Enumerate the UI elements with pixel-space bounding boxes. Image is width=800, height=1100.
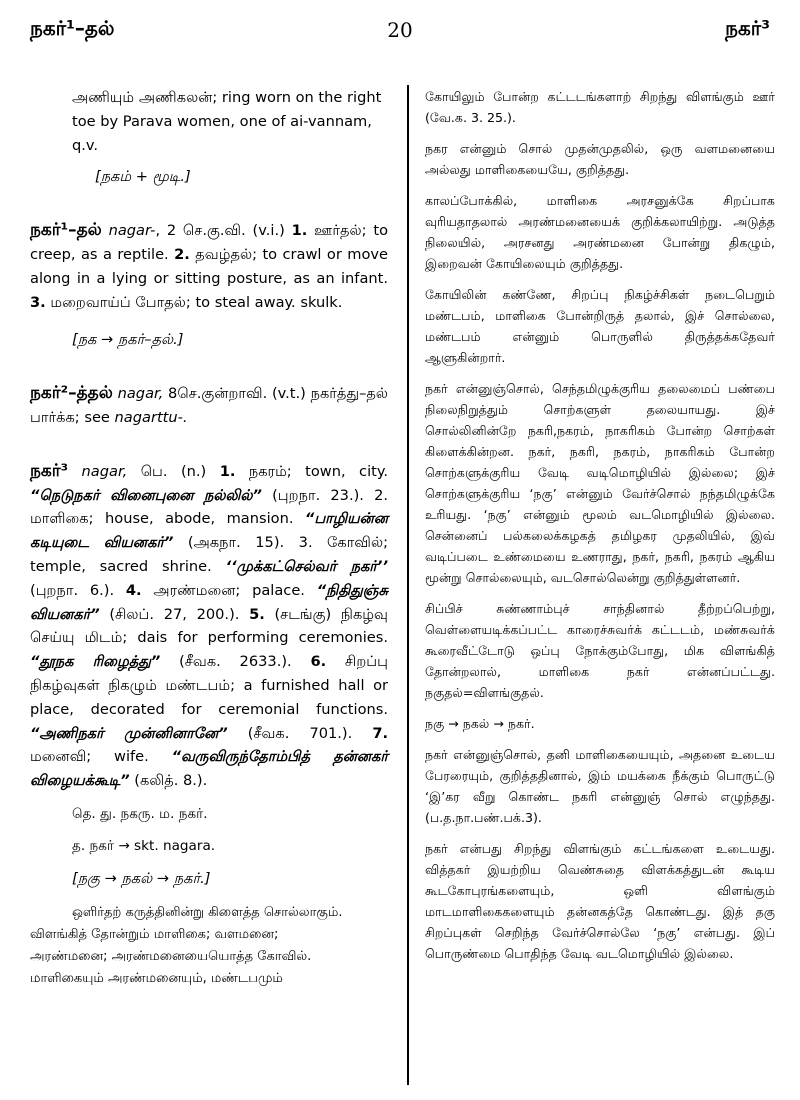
sense-number: 4. xyxy=(125,581,142,599)
citation-source: (சிலப். 27, 200.). xyxy=(109,605,240,623)
commentary-paragraph: சிப்பிச் சுண்ணாம்புச் சாந்தினால் தீற்றப்பெற்று, வெள்ளையடிக்கப்பட்ட காரைச்சுவர்க் கட்டடம், மண்சுவர்க் கூரைவீட்டோடு ஒப்பு நோக்கும்போது, மிக விளங்கித் தோன்றலால், மாளிகை நகர் என்னப்பட்டது. நகுதல்=விளங்குதல். xyxy=(425,601,775,700)
sense-text: தவழ்தல்; to crawl or move along in a lying or sitting posture, as an infant. xyxy=(30,245,389,287)
note-line: ஒளிர்தற் கருத்தினின்று கிளைத்த சொல்லாகும். xyxy=(72,905,343,921)
commentary-paragraph: நகர என்னும் சொல் முதன்முதலில், ஒரு வளமனையை அல்லது மாளிகையையே, குறித்தது. xyxy=(425,141,775,177)
cross-reference: நகர்த்து–தல் பார்க்க; see xyxy=(30,385,389,426)
entry-transliteration: nagar- xyxy=(108,222,156,240)
citation-source: (புறநா. 23.). xyxy=(272,486,364,504)
page-number: 20 xyxy=(387,18,413,42)
sense-text: மனைவி; wife. xyxy=(30,748,149,766)
sense-number: 2. xyxy=(174,245,190,263)
citation-source: (சீவக. 2633.). xyxy=(179,653,292,671)
entry-headword: நகர்³ xyxy=(30,460,69,481)
commentary-paragraph: கோயிலின் கண்ணே, சிறப்பு நிகழ்ச்சிகள் நடைபெறும் மண்டபம், மாளிகை போன்றிருத் தலால், இச் சொல்லை, மண்டபம் என்னும் பொருளில் திருத்தக்கதேவர் ஆளுகின்றார். xyxy=(425,287,775,365)
entry-transliteration: nagar, xyxy=(117,385,164,403)
citation-quote: “நிதிதுஞ்சு வியனகர்” xyxy=(30,581,388,623)
sense-text: ஊர்தல்; to creep, as a reptile. xyxy=(30,222,389,263)
column-divider xyxy=(407,85,409,1085)
entry-etymology: [நகு → நகல் → நகர்.] xyxy=(72,869,211,887)
sense-text: நகரம்; town, city. xyxy=(248,462,389,480)
entry-grammar: 8செ.குன்றாவி. (v.t.) xyxy=(168,385,306,403)
continued-entry xyxy=(30,86,388,189)
sense-number: 5. xyxy=(249,605,265,623)
entry-nagar2 xyxy=(30,382,388,430)
entry-headword: நகர்²–த்தல் xyxy=(30,383,113,404)
commentary-paragraph: கோயிலும் போன்ற கட்டடங்களாற் சிறந்து விளங்கும் ஊர் (வே.க. 3. 25.). xyxy=(425,89,775,125)
entry-nagar1 xyxy=(30,219,388,314)
entry-grammar: , 2 செ.கு.வி. (v.i.) xyxy=(155,222,285,240)
cognates-dravidian: தெ. து. நகரு. ம. நகர். xyxy=(72,805,208,822)
sense-number: 7. xyxy=(372,724,389,742)
header-left-guideword: நகர்¹–தல் xyxy=(30,16,115,40)
cross-reference-target: nagarttu-. xyxy=(114,408,188,426)
etymology-note xyxy=(30,902,388,990)
sense-text: சிறப்பு நிகழ்வுகள் நிகழும் மண்டபம்; a furnished hall or place, decorated for ceremonial functions. xyxy=(30,653,388,718)
page-header xyxy=(0,6,800,46)
citation-source: (கலித். 8.). xyxy=(134,772,208,790)
citation-quote: “தூநக ரிழைத்து” xyxy=(30,653,161,671)
citation-quote: ‘‘முக்கட்செல்வர் நகர்’’ xyxy=(225,557,388,575)
header-right-guideword: நகர்³ xyxy=(725,16,770,40)
left-column xyxy=(30,86,388,990)
continued-line-1: அணியும் அணிகலன்; ring worn on the right xyxy=(72,89,382,106)
continued-line-2: toe by Parava women, one of ai-vannam, q.v. xyxy=(72,112,372,154)
citation-quote: “வருவிருந்தோம்பித் தன்னகர் விழையக்கூடி” xyxy=(30,748,388,790)
note-line: விளங்கித் தோன்றும் மாளிகை; வளமனை; xyxy=(30,927,279,943)
citation-quote: “நெடுநகர் வினைபுனை நல்லில்” xyxy=(30,486,262,504)
sense-number: 1. xyxy=(291,222,308,240)
sense-number: 3. xyxy=(30,293,46,311)
sense-text: 3. கோவில்; temple, sacred shrine. xyxy=(30,534,389,575)
commentary-paragraph: காலப்போக்கில், மாளிகை அரசனுக்கே சிறப்பாக வுரியதாதலால் அரண்மனையைக் குறிக்கலாயிற்று. அடுத்த நிலையில், அரசனது அரண்மனை போன்று திகழும், இறைவன் கோயிலையும் குறித்தது. xyxy=(425,193,775,271)
citation-quote: “அணிநகர் முன்னினானே” xyxy=(30,724,228,742)
sense-number: 6. xyxy=(310,653,327,671)
commentary-paragraph: நகர் என்னுஞ்சொல், தனி மாளிகையையும், அதனை உடைய பேரரையும், குறித்ததினால், இம் மயக்கை நீக்கும் பொருட்டு ‘இ’கர வீறு கொண்ட நகரி என்னுஞ் சொல் எழுந்தது. (ப.த.நா.பண்.பக்.3). xyxy=(425,747,775,825)
sense-text: மறைவாய்ப் போதல்; to steal away. skulk. xyxy=(50,293,343,311)
citation-source: (அகநா. 15). xyxy=(187,534,285,552)
continued-etymology: [நகம் + மூடி.] xyxy=(95,168,191,186)
citation-source: (புறநா. 6.). xyxy=(30,581,115,599)
entry-etymology: [நக → நகர்–தல்.] xyxy=(72,331,184,349)
commentary-paragraph: நகர் என்னுஞ்சொல், செந்தமிழுக்குரிய தலைமைப் பண்பை நிலைநிறுத்தும் சொற்களுள் தலையாயது. இச் சொல்லினின்றே நகரி,நகரம், நாகரிகம் போன்ற சொற்கள் கிளைக்கின்றன. நகர், நகரி, நகரம், நாகரிகம் போன்ற சொற்களுக்குரிய வேடி வடிமொழியில் இல்லை; இச் சொற்களுக்குரிய ‘நகு’ என்னும் வேர்ச்சொல் நந்தமிழுக்கே உரியது. ‘நகு’ என்னும் மூலம் வடமொழியில் இல்லை. சென்னைப் பல்கலைக்கழகத் தமிழகர முதலியில், இவ் வடிப்படை உண்மையை உணராது, நகர், நகரி, நகரம் ஆகிய மூன்று சொல்லையும், வடசொல்லென்று குறித்துள்ளனர். xyxy=(425,381,775,585)
entry-nagar3 xyxy=(30,460,388,793)
sense-text: (சடங்கு) நிகழ்வு செய்யு மிடம்; dais for performing ceremonies. xyxy=(30,605,389,647)
entry-transliteration: nagar, xyxy=(81,462,128,480)
commentary-paragraph: நகர் என்பது சிறந்து விளங்கும் கட்டங்களை உடையது. வித்தகர் இயற்றிய வெண்சுதை விளக்கத்துடன் கூடிய கூடகோபுரங்களையும், ஒளி விளங்கும் மாடமாளிகைகளையும் தன்னகத்தே கொண்டது. இத் தகு சிறப்புகள் செறிந்த வேர்ச்சொல்லே ‘நகு’ என்பது. இப் பொருண்மை பொதிந்த வேடி வடமொழியில் இல்லை. xyxy=(425,841,775,961)
note-line: அரண்மனை; அரண்மனையையொத்த கோவில். xyxy=(30,949,312,965)
entry-headword: நகர்¹–தல் xyxy=(30,220,102,241)
sense-text: 2. மாளிகை; house, abode, mansion. xyxy=(30,486,389,528)
cognates-sanskrit: த. நகர் → skt. nagara. xyxy=(72,837,216,854)
sense-number: 1. xyxy=(219,462,236,480)
commentary-derivation: நகு → நகல் → நகர். xyxy=(425,716,535,731)
entry-grammar: பெ. (n.) xyxy=(140,462,207,480)
citation-quote: “பாழியன்ன கடியுடை வியனகர்” xyxy=(30,510,388,552)
sense-text: அரண்மனை; palace. xyxy=(153,581,305,599)
citation-source: (சீவக. 701.). xyxy=(247,724,353,742)
right-column xyxy=(425,86,775,974)
note-line: மாளிகையும் அரண்மனையும், மண்டபமும் xyxy=(30,971,283,987)
